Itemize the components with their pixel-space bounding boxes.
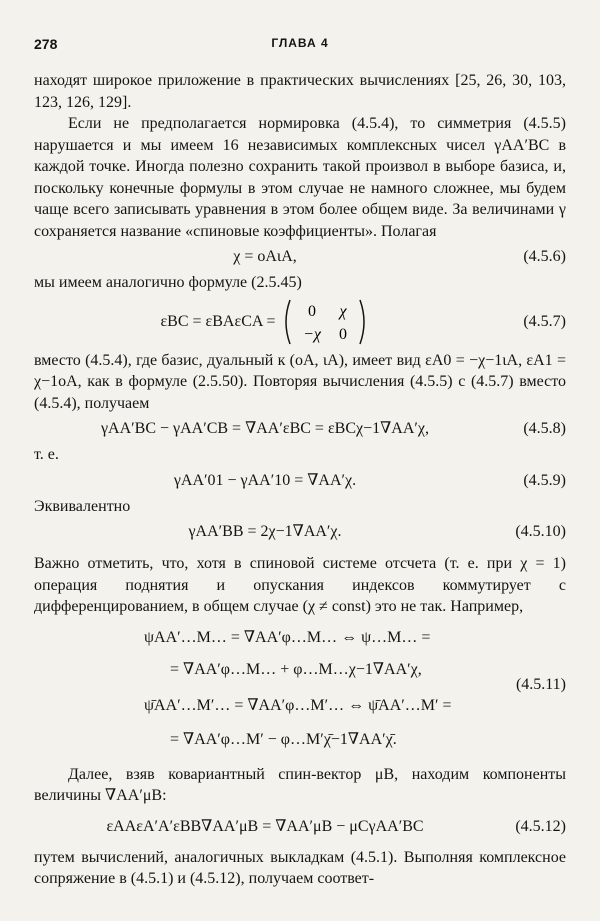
page-body <box>34 70 566 890</box>
running-header <box>34 36 566 56</box>
equation-line: = ∇AA′φ…M… + φ…M…χ−1∇AA′χ, <box>170 660 422 678</box>
matrix-cell: χ <box>339 302 347 320</box>
paragraph: Далее, взяв ковариантный спин-вектор μB, находим компоненты величины ∇AA′μB: <box>34 765 566 804</box>
equation-4-5-10 <box>34 517 566 547</box>
equation-line: ψAA′…M… = ∇AA′φ…M… ⇔ ψ…M… = <box>144 628 431 646</box>
equation-4-5-6 <box>34 242 566 272</box>
paragraph: путем вычислений, аналогичных выкладкам (4.5.1). Выполняя комплексное сопряжение в (4.5.1) и (4.5.12), получаем соответ- <box>34 848 566 887</box>
matrix-cell: −χ <box>302 325 321 343</box>
equation-number: (4.5.8) <box>523 420 566 437</box>
equation-number: (4.5.10) <box>515 523 566 540</box>
left-paren <box>286 300 290 344</box>
equation-number: (4.5.12) <box>515 817 566 835</box>
matrix <box>280 297 370 347</box>
paragraph: мы имеем аналогично формуле (2.5.45) <box>34 274 302 291</box>
equation-formula: γAA′BB = 2χ−1∇AA′χ. <box>188 523 342 540</box>
equation-formula: γAA′01 − γAA′10 = ∇AA′χ. <box>173 471 357 489</box>
equation-4-5-11 <box>34 624 566 758</box>
equation-4-5-9 <box>34 466 566 496</box>
equation-number: (4.5.7) <box>523 312 566 330</box>
paragraph: вместо (4.5.4), где базис, дуальный к (oA, ιA), имеет вид εA0 = −χ−1ιA, εA1 = χ−1oA, как в формуле (2.5.50). Повторяя вычисления (4.5.5) с (4.5.7) вместо (4.5.4), получаем <box>34 351 566 412</box>
equation-formula: εAAεA′A′εBB∇AA′μB = ∇AA′μB − μCγAA′BC <box>106 817 424 835</box>
paragraph: Важно отметить, что, хотя в спиновой системе отсчета (т. е. при χ = 1) операция поднятия и опускания индексов коммутирует с дифференцированием, в общем случае (χ ≠ const) это не так. Например, <box>34 555 566 615</box>
paragraph: Если не предполагается нормировка (4.5.4), то симметрия (4.5.5) нарушается и мы имеем 16 независимых комплексных чисел γAA′BC в каждой точке. Иногда полезно сохранить такой произвол в выборе базиса, и, поскольку конечные формулы в этом случае не намного сложнее, мы будем чаще всего записывать уравнения в этом более общем виде. За величинами γ сохраняется название «спиновые коэффициенты». Полагая <box>34 115 566 240</box>
equation-number: (4.5.6) <box>523 248 566 265</box>
equation-4-5-7 <box>34 294 566 350</box>
paragraph: находят широкое приложение в практических вычислениях [25, 26, 30, 103, 123, 126, 129]. <box>34 72 566 111</box>
equation-formula: εBC = εBAεCA = <box>160 312 276 330</box>
equation-number: (4.5.11) <box>515 675 566 693</box>
equation-formula: γAA′BC − γAA′CB = ∇AA′εBC = εBCχ−1∇AA′χ, <box>100 420 430 437</box>
matrix-cell: 0 <box>338 325 347 343</box>
chapter-title: ГЛАВА 4 <box>271 36 329 50</box>
equation-formula: χ = oAιA, <box>233 248 297 265</box>
right-paren <box>360 300 364 344</box>
equation-number: (4.5.9) <box>523 471 566 489</box>
equation-line: ψ̄AA′…M′… = ∇AA′φ…M′… ⇔ ψ̄AA′…M′ = <box>144 696 452 714</box>
equation-line: = ∇AA′φ…M′ − φ…M′χ̄−1∇AA′χ̄. <box>170 730 397 748</box>
equation-4-5-12 <box>34 807 566 847</box>
equation-4-5-8 <box>34 414 566 444</box>
paragraph: Эквивалентно <box>34 497 131 515</box>
paragraph: т. е. <box>34 446 59 463</box>
matrix-cell: 0 <box>307 302 316 320</box>
page-number: 278 <box>34 36 58 52</box>
